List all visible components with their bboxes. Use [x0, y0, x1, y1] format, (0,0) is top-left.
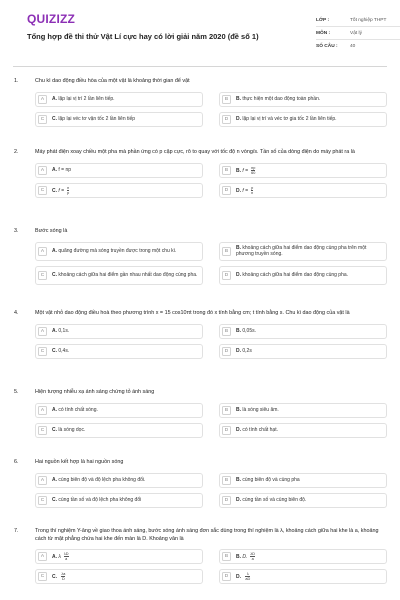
question-text: Hai nguồn kết hợp là hai nguồn sóng — [35, 459, 124, 465]
meta-row-class — [316, 14, 400, 27]
option-letter: C — [38, 496, 47, 505]
option-text: A. có tính chất sóng. — [52, 406, 98, 413]
option-b[interactable] — [219, 324, 387, 339]
page-title: Tổng hợp đề thi thử Vật Lí cực hay có lời giải năm 2020 (đề số 1) — [27, 32, 259, 41]
option-text: D. khoảng cách giữa hai điểm dao động cùng pha. — [236, 271, 349, 278]
option-c[interactable] — [35, 423, 203, 438]
option-letter: B — [222, 476, 231, 485]
option-text: C. f = $\frac{n}{p}$ — [52, 185, 70, 195]
option-a[interactable] — [35, 473, 203, 488]
option-grid — [35, 403, 387, 438]
quizizz-logo: QUIZIZZ — [27, 12, 76, 26]
option-text: B. cùng biên độ và cùng pha — [236, 476, 300, 483]
option-text: B. thực hiện một dao động toàn phần. — [236, 95, 321, 102]
question-4 — [13, 310, 387, 359]
option-c[interactable] — [35, 569, 203, 584]
fraction: $\frac{\lambda}{aD}$ — [245, 572, 251, 581]
option-letter: D — [222, 426, 231, 435]
meta-label: LỚP : — [316, 17, 330, 23]
option-letter: B — [222, 327, 231, 336]
option-text: B. D. $\frac{\lambda D}{a}$ — [236, 552, 256, 561]
question-7 — [13, 528, 387, 584]
question-3 — [13, 228, 387, 285]
option-d[interactable] — [219, 183, 387, 198]
question-text: Chu kì dao động điều hòa của một vật là khoảng thời gian để vật — [35, 78, 190, 84]
meta-value: Tốt nghiệp THPT — [350, 17, 387, 23]
option-letter: B — [222, 406, 231, 415]
meta-value: Vật lý — [350, 30, 362, 36]
option-letter: D — [222, 347, 231, 356]
question-number: 5. — [14, 389, 19, 395]
option-a[interactable] — [35, 324, 203, 339]
option-letter: A — [38, 327, 47, 336]
option-letter: C — [38, 572, 47, 581]
question-text: Trong thí nghiệm Y-âng về giao thoa ánh sáng, bước sóng ánh sáng đơn sắc dùng trong thí nghiệm là λ, khoảng cách giữa hai khe là a, khoảng cách từ mặt phẳng chứa hai khe đến màn là D. Khoảng vân là — [35, 528, 379, 542]
option-letter: D — [222, 186, 231, 195]
question-text: Hiện tượng nhiễu xạ ánh sáng chứng tỏ ánh sáng — [35, 389, 155, 395]
option-text: A. cùng biên độ và độ lệch pha không đổi. — [52, 476, 146, 483]
option-grid — [35, 92, 387, 127]
option-text: D. lặp lại vị trí và véc tơ gia tốc 2 lần liên tiếp. — [236, 115, 337, 122]
option-grid — [35, 242, 387, 285]
option-b[interactable] — [219, 163, 387, 178]
option-text: C. là sóng dọc. — [52, 426, 86, 433]
fraction: $\frac{np}{60}$ — [251, 165, 256, 175]
option-text: B. là sóng siêu âm. — [236, 406, 279, 413]
option-grid — [35, 163, 387, 198]
option-text: C. lặp lại véc tơ vận tốc 2 lần liên tiếp — [52, 115, 136, 122]
option-letter: B — [222, 247, 231, 256]
option-text: C. $\frac{\lambda a}{D}$ — [52, 572, 66, 581]
option-letter: C — [38, 347, 47, 356]
fraction: $\frac{\lambda D}{a}$ — [250, 552, 256, 561]
option-text: C. cùng tần số và độ lệch pha không đổi — [52, 496, 142, 503]
question-1 — [13, 78, 387, 127]
question-2 — [13, 149, 387, 198]
option-d[interactable] — [219, 344, 387, 359]
option-grid — [35, 324, 387, 359]
question-5 — [13, 389, 387, 438]
option-letter: C — [38, 115, 47, 124]
option-letter: C — [38, 271, 47, 280]
worksheet-header — [13, 0, 387, 68]
fraction: $\frac{\lambda a}{D}$ — [61, 572, 66, 581]
option-letter: A — [38, 95, 47, 104]
option-letter: D — [222, 572, 231, 581]
option-grid — [35, 473, 387, 508]
option-c[interactable] — [35, 266, 203, 285]
question-number: 1. — [14, 78, 19, 84]
option-d[interactable] — [219, 423, 387, 438]
option-text: A. λ $\frac{\lambda D}{a}$ — [52, 552, 69, 561]
meta-label: SỐ CÂU : — [316, 44, 338, 49]
option-text: C. khoảng cách giữa hai điểm gần nhau nhất dao động cùng pha. — [52, 271, 198, 278]
option-text: D. $\frac{\lambda}{aD}$ — [236, 572, 251, 581]
option-letter: B — [222, 552, 231, 561]
option-letter: D — [222, 496, 231, 505]
option-d[interactable] — [219, 112, 387, 127]
fraction: $\frac{n}{p}$ — [67, 185, 70, 195]
meta-label: MÔN : — [316, 30, 331, 36]
option-a[interactable] — [35, 549, 203, 564]
header-divider — [13, 66, 387, 67]
option-text: C. 0,4s. — [52, 347, 70, 354]
option-c[interactable] — [35, 344, 203, 359]
option-d[interactable] — [219, 266, 387, 285]
option-c[interactable] — [35, 112, 203, 127]
option-letter: A — [38, 552, 47, 561]
option-letter: B — [222, 166, 231, 175]
option-text: A. 0,1s. — [52, 327, 70, 334]
meta-table — [316, 14, 400, 53]
option-d[interactable] — [219, 493, 387, 508]
question-number: 7. — [14, 528, 19, 534]
question-6 — [13, 459, 387, 508]
option-text: A. f = np — [52, 166, 72, 173]
option-text: B. khoảng cách giữa hai điểm dao động cùng pha trên một phương truyền sóng. — [236, 244, 367, 257]
question-number: 4. — [14, 310, 19, 316]
option-letter: C — [38, 426, 47, 435]
option-letter: D — [222, 115, 231, 124]
option-text: D. f = $\frac{p}{n}$ — [236, 185, 254, 195]
option-text: A. quãng đường mà sóng truyền được trong một chu kì. — [52, 247, 177, 254]
question-text: Một vật nhỏ dao động điều hoà theo phương trình x = 15 cos10πt trong đó x tính bằng cm; t tính bằng s. Chu kì dao động của vật là — [35, 310, 350, 316]
fraction: $\frac{p}{n}$ — [251, 185, 254, 195]
question-number: 3. — [14, 228, 19, 234]
option-letter: A — [38, 406, 47, 415]
option-text: B. 0,05s. — [236, 327, 257, 334]
option-letter: A — [38, 476, 47, 485]
meta-value: 40 — [350, 44, 356, 49]
meta-row-subject — [316, 27, 400, 40]
option-b[interactable] — [219, 92, 387, 107]
question-number: 6. — [14, 459, 19, 465]
option-letter: C — [38, 186, 47, 195]
fraction: $\frac{\lambda D}{a}$ — [63, 552, 69, 561]
option-c[interactable] — [35, 183, 203, 198]
option-letter: B — [222, 95, 231, 104]
option-letter: A — [38, 247, 47, 256]
option-b[interactable] — [219, 549, 387, 564]
option-a[interactable] — [35, 242, 203, 261]
option-b[interactable] — [219, 242, 387, 261]
option-letter: A — [38, 166, 47, 175]
option-d[interactable] — [219, 569, 387, 584]
option-a[interactable] — [35, 92, 203, 107]
option-letter: D — [222, 271, 231, 280]
meta-row-question-count — [316, 40, 400, 53]
question-text: Bước sóng là — [35, 228, 68, 234]
option-text: D. 0,2s — [236, 347, 252, 354]
option-a[interactable] — [35, 403, 203, 418]
option-text: D. có tính chất hạt. — [236, 426, 278, 433]
option-b[interactable] — [219, 473, 387, 488]
option-c[interactable] — [35, 493, 203, 508]
option-grid — [35, 549, 387, 584]
option-text: D. cùng tần số và cùng biên độ. — [236, 496, 307, 503]
option-text: B. f = $\frac{np}{60}$ — [236, 165, 256, 175]
question-number: 2. — [14, 149, 19, 155]
question-text: Máy phát điện xoay chiều một pha mà phần ứng có p cặp cực, rô to quay với tốc độ n vòng/s. Tần số của dòng điện do máy phát ra là — [35, 149, 355, 155]
option-b[interactable] — [219, 403, 387, 418]
option-text: A. lặp lại vị trí 2 lần liên tiếp. — [52, 95, 115, 102]
option-a[interactable] — [35, 163, 203, 178]
